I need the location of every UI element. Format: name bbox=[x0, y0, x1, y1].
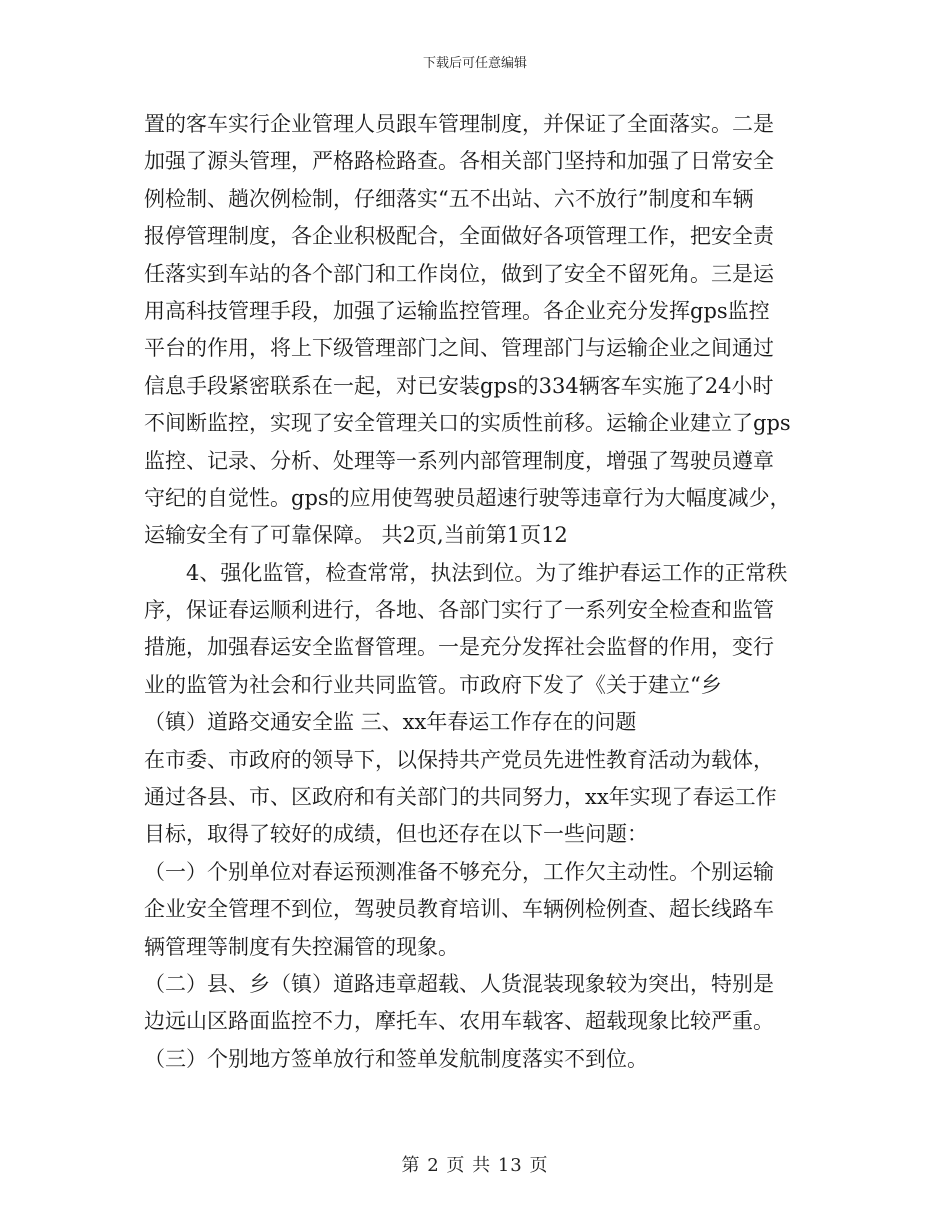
text-line: 运输安全有了可靠保障。 共2页,当前第1页12 bbox=[144, 523, 568, 548]
page-footer: 第 2 页 共 13 页 bbox=[401, 1155, 549, 1176]
text-line: 报停管理制度，各企业积极配合，全面做好各项管理工作，把安全责 bbox=[144, 224, 774, 249]
text-line: 措施，加强春运安全监督管理。一是充分发挥社会监督的作用，变行 bbox=[144, 635, 774, 660]
text-line: （镇）道路交通安全监 三、xx年春运工作存在的问题 bbox=[144, 710, 637, 735]
text-line: （二）县、乡（镇）道路违章超载、人货混装现象较为突出，特别是 bbox=[144, 971, 774, 996]
text-line: 目标，取得了较好的成绩，但也还存在以下一些问题： bbox=[144, 822, 648, 847]
text-line: 置的客车实行企业管理人员跟车管理制度，并保证了全面落实。二是 bbox=[144, 112, 774, 136]
text-line: 通过各县、市、区政府和有关部门的共同努力，xx年实现了春运工作 bbox=[144, 785, 777, 810]
text-line: 例检制、趟次例检制，仔细落实“五不出站、六不放行”制度和车辆 bbox=[144, 186, 754, 211]
text-line: 不间断监控，实现了安全管理关口的实质性前移。运输企业建立了gps bbox=[144, 411, 791, 436]
text-line: 4、强化监管，检查常常，执法到位。为了维护春运工作的正常秩 bbox=[186, 560, 788, 585]
text-line: 加强了源头管理，严格路检路查。各相关部门坚持和加强了日常安全 bbox=[144, 149, 774, 174]
text-line: 辆管理等制度有失控漏管的现象。 bbox=[144, 934, 459, 959]
text-line: 在市委、市政府的领导下，以保持共产党员先进性教育活动为载体， bbox=[144, 747, 774, 772]
text-line: 企业安全管理不到位，驾驶员教育培训、车辆例检例查、超长线路车 bbox=[144, 897, 774, 922]
text-line: （一）个别单位对春运预测准备不够充分，工作欠主动性。个别运输 bbox=[144, 859, 774, 884]
text-line: 监控、记录、分析、处理等一系列内部管理制度，增强了驾驶员遵章 bbox=[144, 448, 774, 473]
page-header: 下载后可任意编辑 bbox=[422, 56, 527, 71]
text-line: 任落实到车站的各个部门和工作岗位，做到了安全不留死角。三是运 bbox=[144, 261, 774, 286]
text-line: 用高科技管理手段，加强了运输监控管理。各企业充分发挥gps监控 bbox=[144, 298, 770, 323]
text-line: 业的监管为社会和行业共同监管。市政府下发了《关于建立“乡 bbox=[144, 672, 722, 697]
text-line: 守纪的自觉性。gps的应用使驾驶员超速行驶等违章行为大幅度减少， bbox=[144, 485, 791, 510]
text-line: 信息手段紧密联系在一起，对已安装gps的334辆客车实施了24小时 bbox=[144, 373, 774, 398]
text-line: 平台的作用，将上下级管理部门之间、管理部门与运输企业之间通过 bbox=[144, 336, 774, 361]
text-line: 边远山区路面监控不力，摩托车、农用车载客、超载现象比较严重。 bbox=[144, 1009, 774, 1034]
document-body bbox=[144, 106, 824, 1078]
text-line: （三）个别地方签单放行和签单发航制度落实不到位。 bbox=[144, 1046, 648, 1071]
text-line: 序，保证春运顺利进行，各地、各部门实行了一系列安全检查和监管 bbox=[144, 598, 774, 623]
